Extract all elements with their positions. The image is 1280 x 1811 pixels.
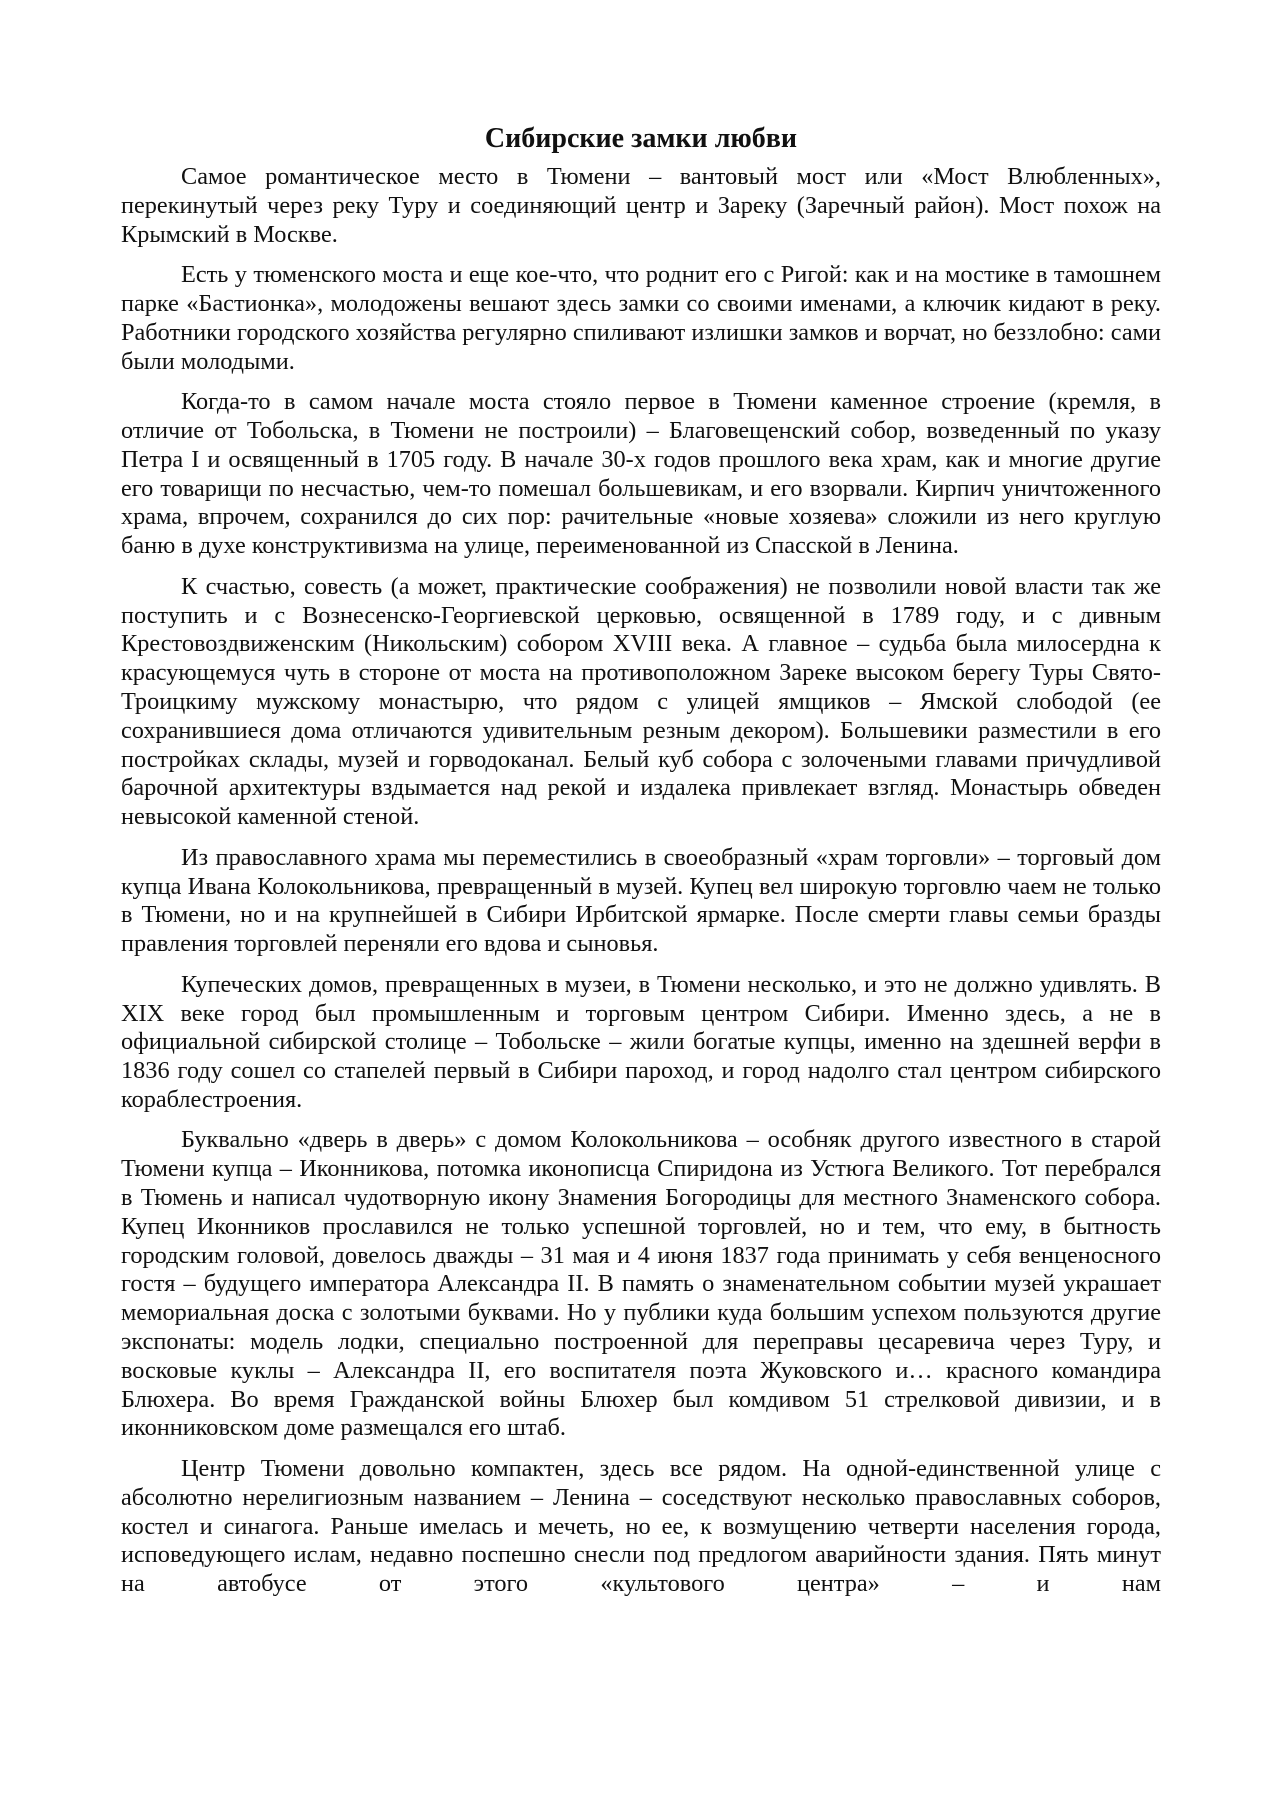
- paragraph: Есть у тюменского моста и еще кое-что, что роднит его с Ригой: как и на мостике в тамошнем парке «Бастионка», молодожены вешают здесь замки со своими именами, а ключик кидают в реку. Работники городского хозяйства регулярно спиливают излишки замков и ворчат, но беззлобно: сами были молодыми.: [121, 261, 1161, 375]
- paragraph: Буквально «дверь в дверь» с домом Колокольникова – особняк другого известного в старой Тюмени купца – Иконникова, потомка иконописца Спиридона из Устюга Великого. Тот перебрался в Тюмень и написал чудотворную икону Знамения Богородицы для местного Знаменского собора. Купец Иконников прославился не только успешной торговлей, но и тем, что ему, в бытность городским головой, довелось дважды – 31 мая и 4 июня 1837 года принимать у себя венценосного гостя – будущего императора Александра II. В память о знаменательном событии музей украшает мемориальная доска с золотыми буквами. Но у публики куда большим успехом пользуются другие экспонаты: модель лодки, специально построенной для переправы цесаревича через Туру, и восковые куклы – Александра II, его воспитателя поэта Жуковского и… красного командира Блюхера. Во время Гражданской войны Блюхер был комдивом 51 стрелковой дивизии, и в иконниковском доме размещался его штаб.: [121, 1126, 1161, 1442]
- paragraph: Когда-то в самом начале моста стояло первое в Тюмени каменное строение (кремля, в отличие от Тобольска, в Тюмени не построили) – Благовещенский собор, возведенный по указу Петра I и освященный в 1705 году. В начале 30-х годов прошлого века храм, как и многие другие его товарищи по несчастью, чем-то помешал большевикам, и его взорвали. Кирпич уничтоженного храма, впрочем, сохранился до сих пор: рачительные «новые хозяева» сложили из него круглую баню в духе конструктивизма на улице, переименованной из Спасской в Ленина.: [121, 388, 1161, 560]
- paragraph: Из православного храма мы переместились в своеобразный «храм торговли» – торговый дом купца Ивана Колокольникова, превращенный в музей. Купец вел широкую торговлю чаем не только в Тюмени, но и на крупнейшей в Сибири Ирбитской ярмарке. После смерти главы семьи бразды правления торговлей переняли его вдова и сыновья.: [121, 843, 1161, 958]
- page-title: Сибирские замки любви: [484, 123, 798, 154]
- document-body: [121, 121, 1161, 1611]
- paragraph: Самое романтическое место в Тюмени – вантовый мост или «Мост Влюбленных», перекинутый через реку Туру и соединяющий центр и Зареку (Заречный район). Мост похож на Крымский в Москве.: [121, 163, 1161, 248]
- paragraph: К счастью, совесть (а может, практические соображения) не позволили новой власти так же поступить и с Вознесенско-Георгиевской церковью, освященной в 1789 году, и с дивным Крестовоздвиженским (Никольским) собором XVIII века. А главное – судьба была милосердна к красующемуся чуть в стороне от моста на противоположном Зареке высоком берегу Туры Свято-Троицкиму мужскому монастырю, что рядом с улицей ямщиков – Ямской слободой (ее сохранившиеся дома отличаются удивительным резным декором). Большевики разместили в его постройках склады, музей и горводоканал. Белый куб собора с золочеными главами причудливой барочной архитектуры вздымается над рекой и издалека привлекает взгляд. Монастырь обведен невысокой каменной стеной.: [121, 572, 1161, 831]
- paragraph: Купеческих домов, превращенных в музеи, в Тюмени несколько, и это не должно удивлять. В XIX веке город был промышленным и торговым центром Сибири. Именно здесь, а не в официальной сибирской столице – Тобольске – жили богатые купцы, именно на здешней верфи в 1836 году сошел со стапелей первый в Сибири пароход, и город надолго стал центром сибирского кораблестроения.: [121, 970, 1161, 1113]
- paragraph: Центр Тюмени довольно компактен, здесь все рядом. На одной-единственной улице с абсолютно нерелигиозным названием – Ленина – соседствуют несколько православных соборов, костел и синагога. Раньше имелась и мечеть, но ее, к возмущению четверти населения города, исповедующего ислам, недавно поспешно снесли под предлогом аварийности здания. Пять минут на автобусе от этого «культового центра» – и нам: [121, 1455, 1161, 1598]
